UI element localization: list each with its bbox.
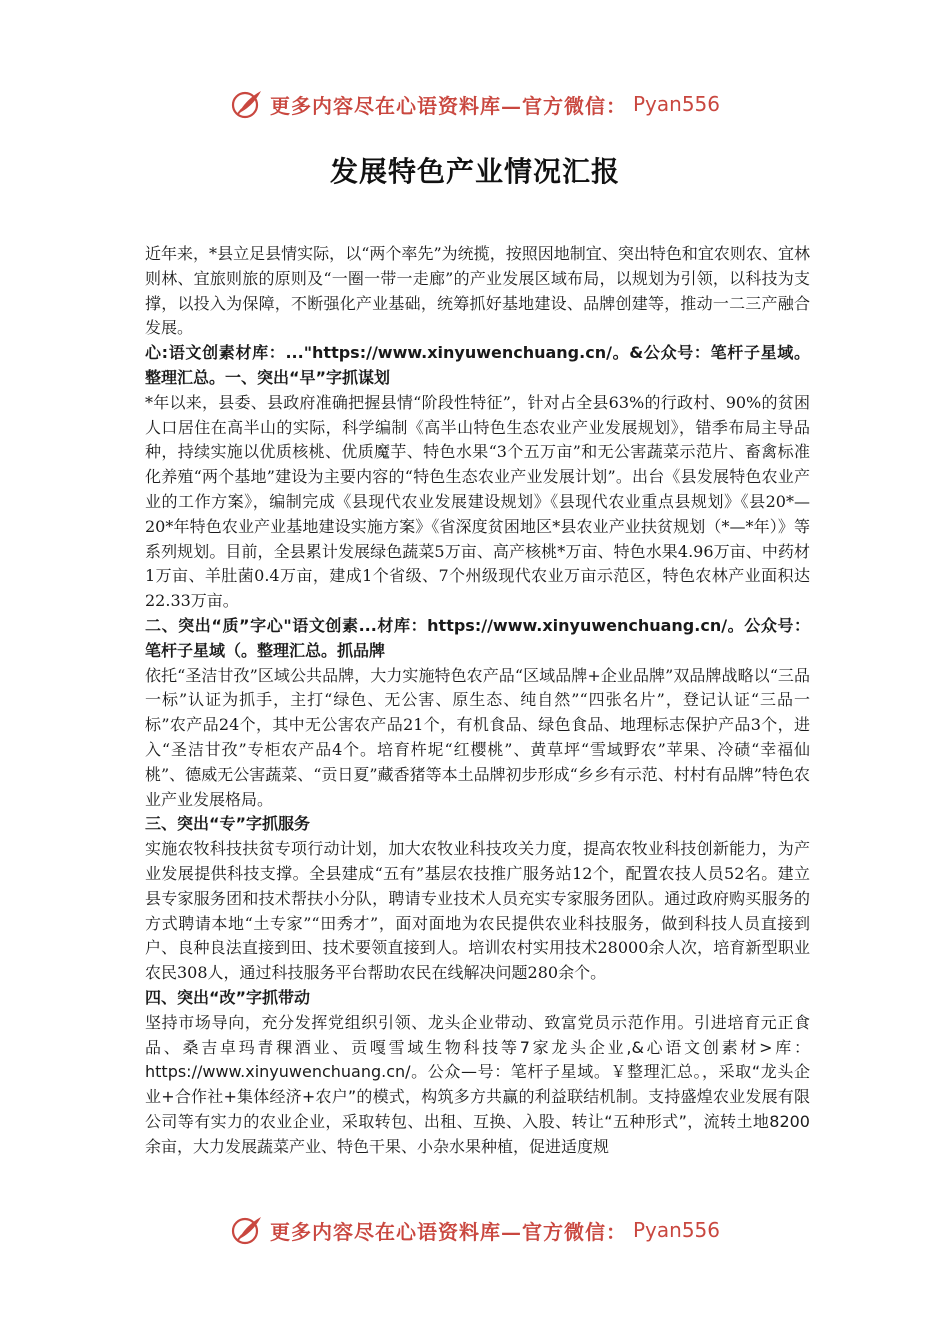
quill-logo-icon <box>230 87 264 121</box>
footer-banner <box>0 1208 950 1252</box>
banner-wechat-id: Pyan556 <box>632 92 720 116</box>
paragraph-section-4: 坚持市场导向，充分发挥党组织引领、龙头企业带动、致富党员示范作用。引进培育元正食品、桑吉卓玛青稞酒业、贡嘎雪域生物科技等7家龙头企业,&心语文创素材>库：https://www.xinyuwenchuang.cn/。公众—号：笔杆子星域。￥整理汇总。，采取“龙头企业+合作社+集体经济+农户”的模式，构筑多方共赢的利益联结机制。支持盛煌农业发展有限公司等有实力的农业企业，采取转包、出租、互换、入股、转让“五种形式”，流转土地8200余亩，大力发展蔬菜产业、特色干果、小杂水果种植，促进适度规 <box>145 1012 810 1156</box>
heading-section-2: 二、突出“质”字心"语文创素...材库：https://www.xinyuwenchuang.cn/。公众号：笔杆子星域（。整理汇总。抓品牌 <box>145 615 810 660</box>
heading-section-1: 心:语文创素材库：..."https://www.xinyuwenchuang.cn/。&公众号：笔杆子星域。整理汇总。一、突出“早”字抓谋划 <box>145 343 810 387</box>
page-title: 发展特色产业情况汇报 <box>329 155 620 188</box>
paragraph-section-1: *年以来，县委、县政府准确把握县情“阶段性特征”，针对占全县63%的行政村、90%的贫困人口居住在高半山的实际，科学编制《高半山特色生态农业产业发展规划》，错季布局主导品种，持续实施以优质核桃、优质魔芋、特色水果“3个五万亩”和无公害蔬菜示范片、畜禽标准化养殖“两个基地”建设为主要内容的“特色生态农业产业发展计划”。出台《县发展特色农业产业的工作方案》，编制完成《县现代农业发展建设规划》《县现代农业重点县规划》《县20*—20*年特色农业产业基地建设实施方案》《省深度贫困地区*县农业产业扶贫规划（*—*年）》等系列规划。目前，全县累计发展绿色蔬菜5万亩、高产核桃*万亩、特色水果4.96万亩、中药材1万亩、羊肚菌0.4万亩，建成1个省级、7个州级现代农业万亩示范区，特色农林产业面积达22.33万亩。 <box>145 392 810 611</box>
heading-section-3: 三、突出“专”字抓服务 <box>145 814 311 834</box>
document-body <box>145 242 810 1159</box>
quill-logo-icon <box>230 1213 264 1247</box>
banner-text: 更多内容尽在心语资料库—官方微信： <box>269 93 627 118</box>
paragraph-section-2: 依托“圣洁甘孜”区域公共品牌，大力实施特色农产品“区域品牌+企业品牌”双品牌战略以“三品一标”认证为抓手，主打“绿色、无公害、原生态、纯自然”“四张名片”，登记认证“三品一标”农产品24个，其中无公害农产品21个，有机食品、绿色食品、地理标志保护产品3个，进入“圣洁甘孜”专柜农产品4个。培育杵坭“红樱桃”、黄草坪“雪域野农”苹果、冷碛“幸福仙桃”、德威无公害蔬菜、“贡日夏”藏香猪等本土品牌初步形成“乡乡有示范、村村有品牌”特色农业产业发展格局。 <box>145 665 810 809</box>
header-banner <box>0 82 950 126</box>
banner-wechat-id: Pyan556 <box>632 1218 720 1242</box>
paragraph-section-3: 实施农牧科技扶贫专项行动计划，加大农牧业科技攻关力度，提高农牧业科技创新能力，为产业发展提供科技支撑。全县建成“五有”基层农技推广服务站12个，配置农技人员52名。建立县专家服务团和技术帮扶小分队，聘请专业技术人员充实专家服务团队。通过政府购买服务的方式聘请本地“土专家”“田秀才”，面对面地为农民提供农业科技服务，做到科技人员直接到户、良种良法直接到田、技术要领直接到人。培训农村实用技术28000余人次，培育新型职业农民308人，通过科技服务平台帮助农民在线解决问题280余个。 <box>145 839 810 983</box>
paragraph-intro: 近年来，*县立足县情实际，以“两个率先”为统揽，按照因地制宜、突出特色和宜农则农、宜林则林、宜旅则旅的原则及“一圈一带一走廊”的产业发展区域布局，以规划为引领，以科技为支撑，以投入为保障，不断强化产业基础，统筹抓好基地建设、品牌创建等，推动一二三产融合发展。 <box>145 244 810 338</box>
banner-text: 更多内容尽在心语资料库—官方微信： <box>269 1219 627 1244</box>
heading-section-4: 四、突出“改”字抓带动 <box>145 987 311 1007</box>
